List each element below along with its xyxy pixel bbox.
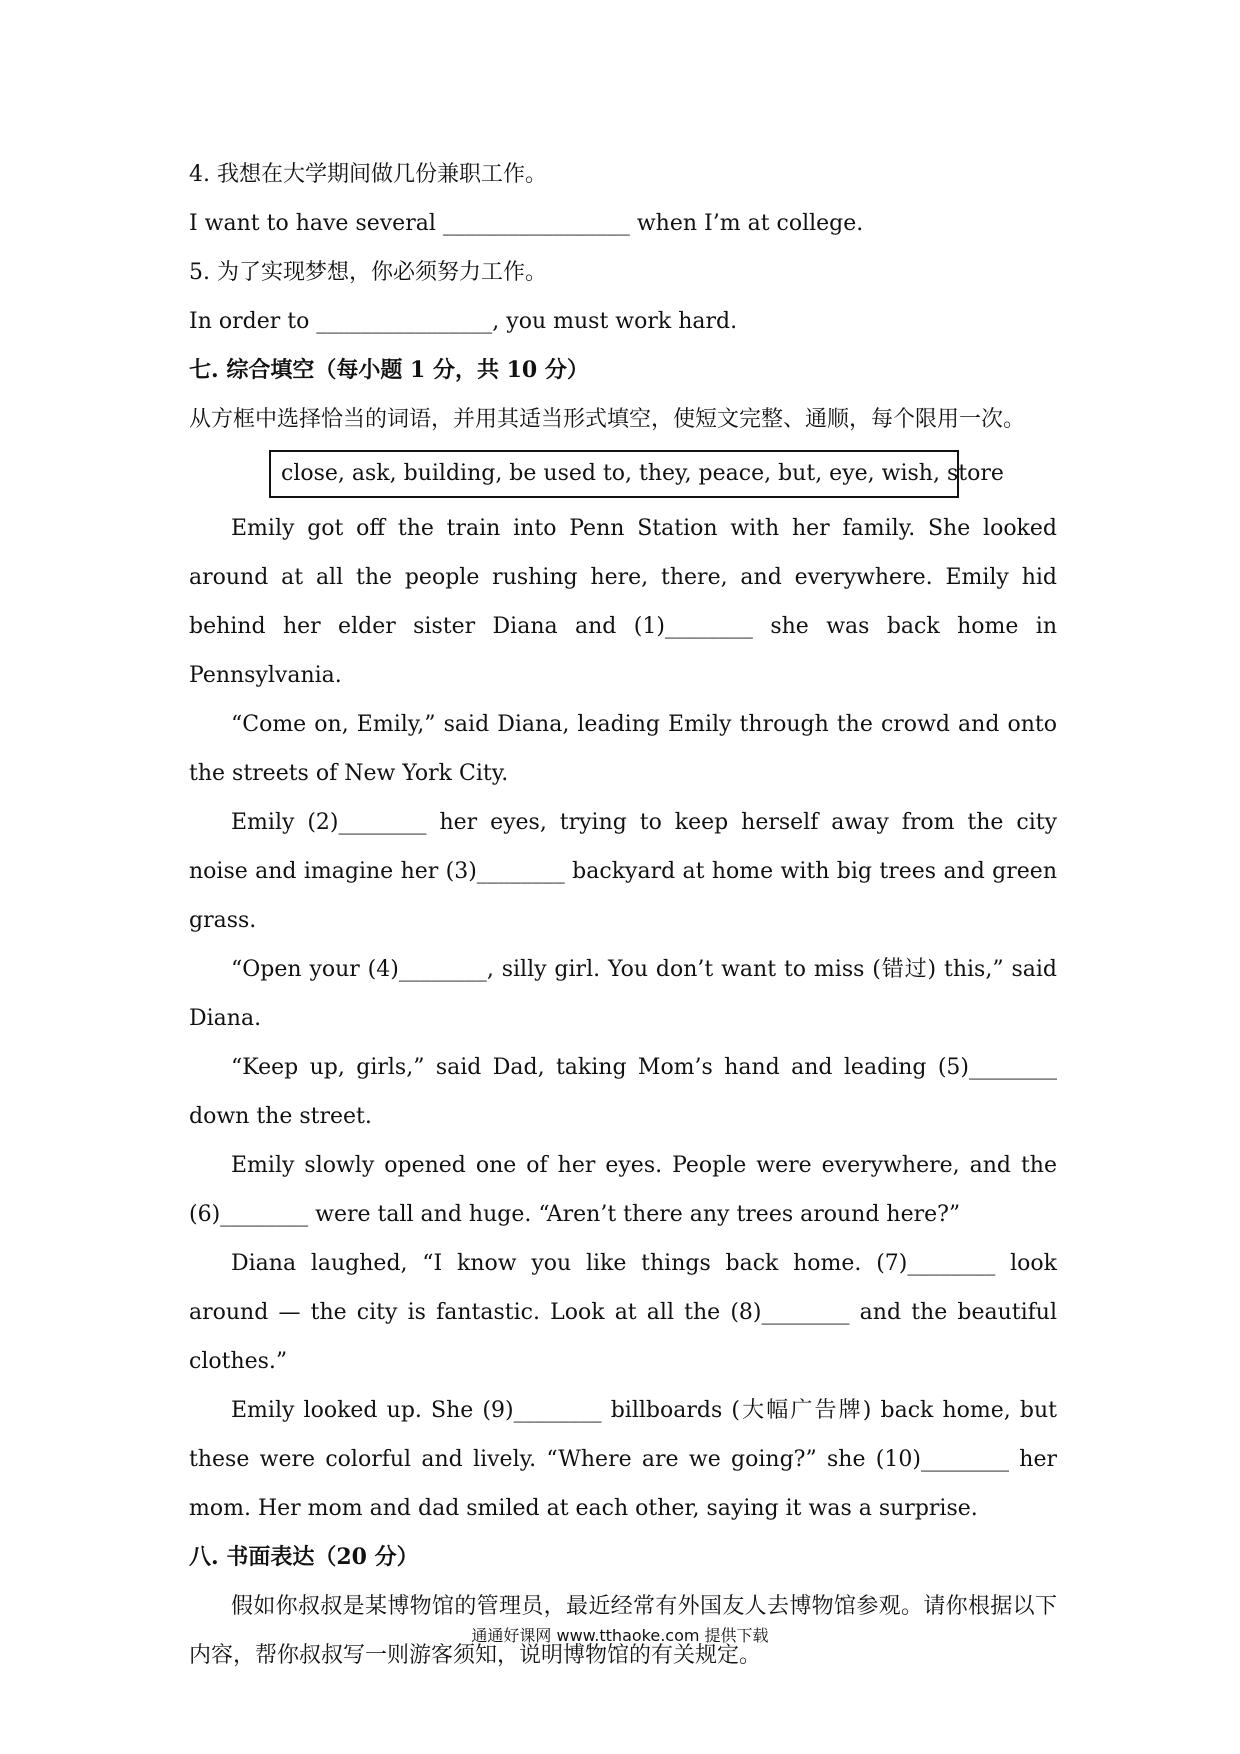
passage-paragraph-7: Diana laughed, “I know you like things back home. (7)________ look around — the city is fantastic. Look at all the (8)________ and the beautiful clothes.”	[189, 1251, 1057, 1374]
passage-paragraph-8: Emily looked up. She (9)________ billboards (大幅广告牌) back home, but these were colorful and lively. “Where are we going?” she (10)________ her mom. Her mom and dad smiled at each other, saying it was a surprise.	[189, 1398, 1057, 1521]
passage-paragraph-3: Emily (2)________ her eyes, trying to keep herself away from the city noise and imagine her (3)________ backyard at home with big trees and green grass.	[189, 810, 1057, 933]
page-footer: 通通好课网 www.tthaoke.com 提供下载	[471, 1626, 769, 1645]
passage-paragraph-5: “Keep up, girls,” said Dad, taking Mom’s hand and leading (5)________ down the street.	[189, 1055, 1057, 1129]
passage-paragraph-1: Emily got off the train into Penn Station with her family. She looked around at all the people rushing here, there, and everywhere. Emily hid behind her elder sister Diana and (1)________ she was back home in Pennsylvania.	[189, 516, 1057, 688]
section-7-instruction: 从方框中选择恰当的词语，并用其适当形式填空，使短文完整、通顺，每个限用一次。	[189, 407, 1026, 432]
question-4-english: I want to have several _________________ when I’m at college.	[189, 211, 864, 236]
passage-paragraph-4: “Open your (4)________, silly girl. You don’t want to miss (错过) this,” said Diana.	[189, 957, 1057, 1031]
exam-page	[189, 150, 1057, 1680]
passage-paragraph-6: Emily slowly opened one of her eyes. People were everywhere, and the (6)________ were tall and huge. “Aren’t there any trees around here?”	[189, 1153, 1057, 1227]
section-8-title: 八. 书面表达（20 分）	[189, 1544, 419, 1570]
question-4-chinese: 4. 我想在大学期间做几份兼职工作。	[189, 162, 547, 187]
word-bank-box: close, ask, building, be used to, they, peace, but, eye, wish, store	[269, 450, 959, 498]
section-7-title: 七. 综合填空（每小题 1 分，共 10 分）	[189, 357, 589, 383]
question-5-english: In order to ________________, you must work hard.	[189, 309, 738, 334]
question-5-chinese: 5. 为了实现梦想，你必须努力工作。	[189, 260, 547, 285]
passage-paragraph-2: “Come on, Emily,” said Diana, leading Emily through the crowd and onto the streets of New York City.	[189, 712, 1057, 786]
section-8-prompt: 假如你叔叔是某博物馆的管理员，最近经常有外国友人去博物馆参观。请你根据以下内容，帮你叔叔写一则游客须知，说明博物馆的有关规定。	[189, 1594, 1057, 1668]
